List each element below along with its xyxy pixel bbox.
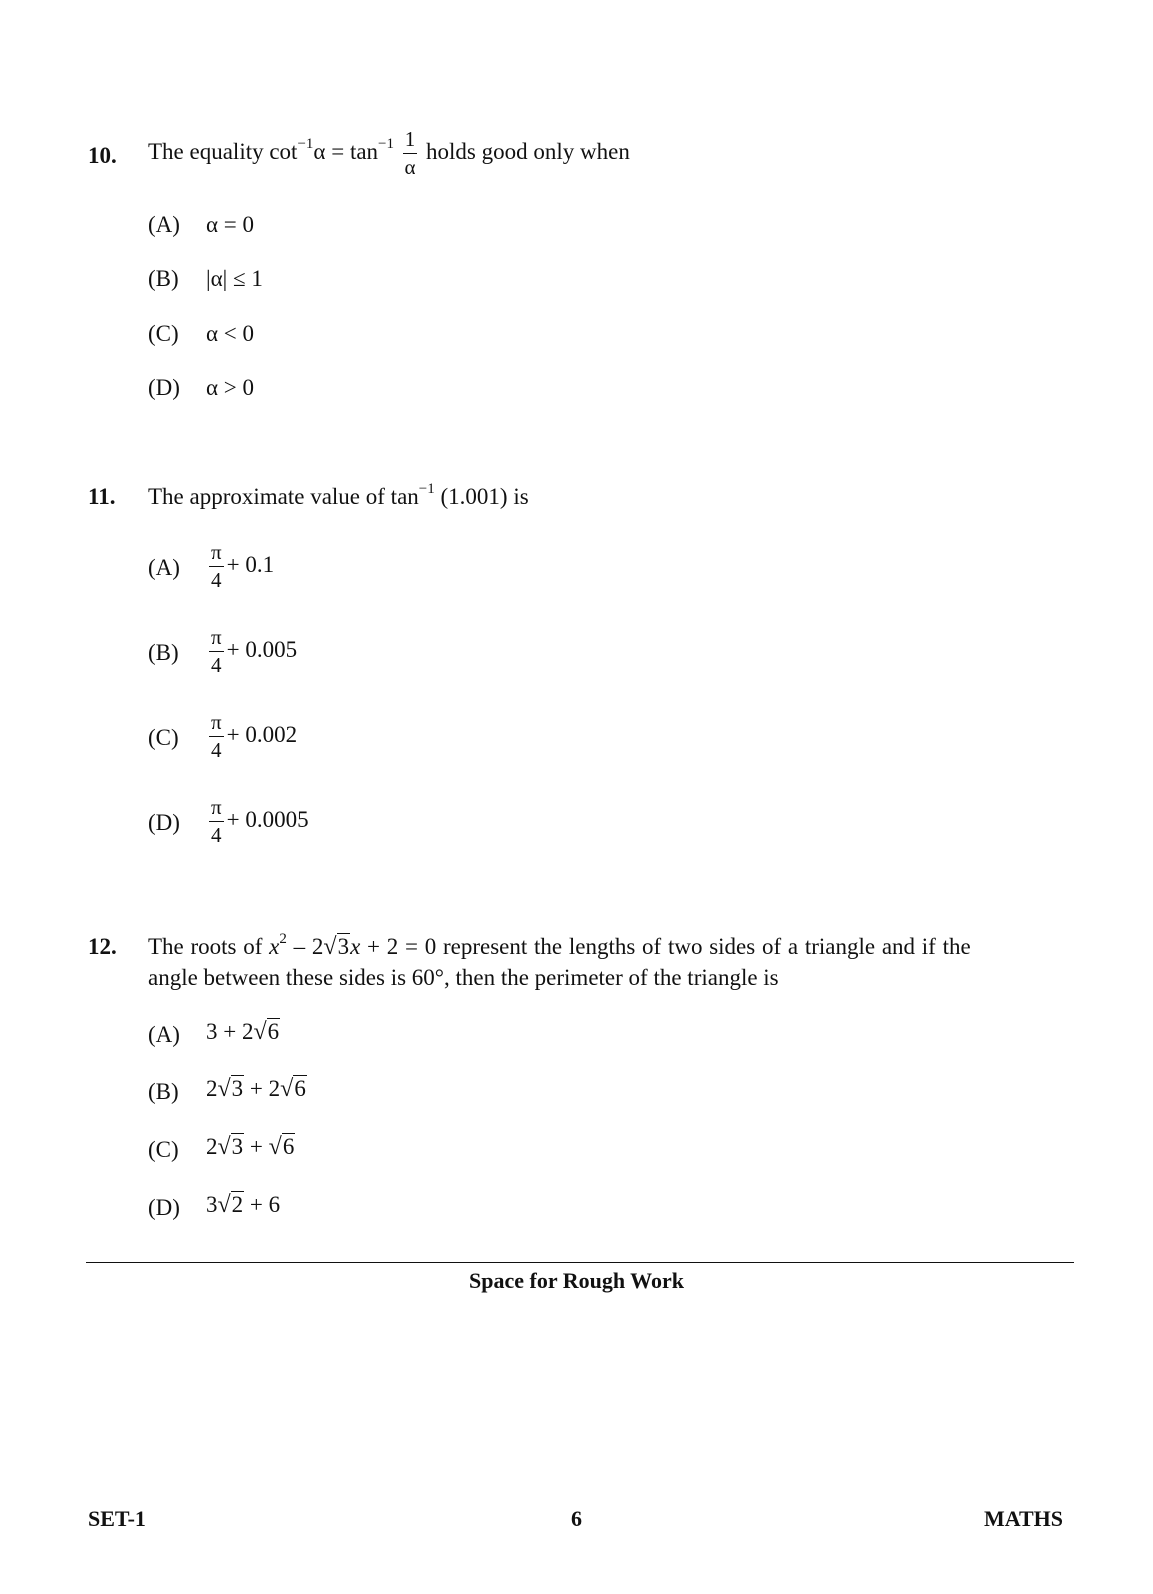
option-value: α = 0 [206, 212, 255, 237]
option-value: 2√3 + 2√6 [206, 1076, 306, 1102]
rough-work-heading: Space for Rough Work [469, 1268, 684, 1293]
option-label[interactable]: (A) [148, 212, 180, 237]
option-label[interactable]: (B) [148, 1079, 179, 1104]
option-value: 3 + 2√6 [206, 1019, 280, 1045]
footer-set: SET-1 [88, 1506, 146, 1531]
option-value: 2√3 + √6 [206, 1134, 295, 1160]
question-number: 12. [88, 934, 117, 959]
question-number: 10. [88, 143, 117, 168]
option-label[interactable]: (D) [148, 375, 180, 400]
option-value: α < 0 [206, 321, 255, 346]
option-value: α > 0 [206, 375, 255, 400]
option-label[interactable]: (B) [148, 266, 179, 291]
option-value: $\frac{\pi}{4}$ + 0.1 [211, 540, 275, 592]
option-value: $\frac{\pi}{4}$ + 0.0005 [211, 795, 309, 847]
question-text: The equality $\cot^{-1}\alpha = \tan^{-1}$ $\frac{1}{\alpha}$ holds good only when [148, 127, 630, 179]
option-label[interactable]: (C) [148, 321, 179, 346]
footer-subject: MATHS [983, 1506, 1063, 1531]
question-text: The approximate value of $\tan^{-1} (1.001)$ is [148, 481, 529, 509]
question-number: 11. [88, 484, 116, 509]
option-value: 3√2 + 6 [206, 1192, 281, 1218]
page-number: 6 [571, 1506, 582, 1531]
option-label[interactable]: (C) [148, 1137, 179, 1162]
option-value: $\frac{\pi}{4}$ + 0.005 [211, 625, 298, 677]
divider [86, 1262, 1074, 1263]
option-value: $\frac{\pi}{4}$ + 0.002 [211, 710, 298, 762]
option-label[interactable]: (D) [148, 1195, 180, 1220]
option-label[interactable]: (D) [148, 810, 180, 835]
option-label[interactable]: (A) [148, 555, 180, 580]
option-label[interactable]: (A) [148, 1022, 180, 1047]
option-label[interactable]: (C) [148, 725, 179, 750]
option-label[interactable]: (B) [148, 640, 179, 665]
question-text-line2: angle between these sides is 60°, then the perimeter of the triangle is [148, 965, 779, 990]
option-value: |α| ≤ 1 [206, 266, 263, 291]
fraction: $\frac{1}{\alpha}$ [404, 127, 416, 179]
question-text: The roots of $x^2 - 2√3x + 2 = 0$ represent the lengths of two sides of a triangle and if the [148, 931, 971, 960]
